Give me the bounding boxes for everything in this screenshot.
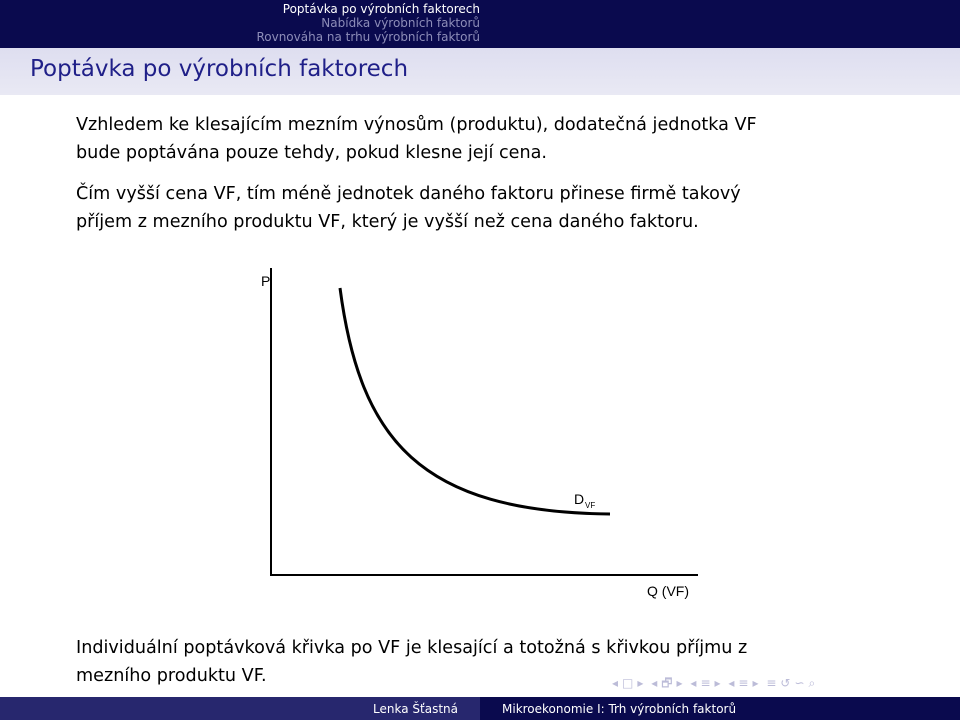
section-link-equilibrium[interactable]: Rovnováha na trhu výrobních faktorů: [256, 30, 480, 44]
section-link-supply[interactable]: Nabídka výrobních faktorů: [321, 16, 480, 30]
nav-subsection-icon[interactable]: 🗗: [661, 676, 673, 690]
y-axis-label: P: [261, 273, 271, 289]
footer-title: [480, 697, 960, 720]
x-axis-label: Q (VF): [647, 583, 689, 599]
nav-outline-icon[interactable]: ≡: [766, 676, 777, 690]
paragraph-line: mezního produktu VF.: [76, 666, 267, 686]
beamer-navigation: [612, 674, 942, 694]
curve-label-subscript: VF: [585, 501, 596, 510]
footer-author-text: Lenka Šťastná: [373, 701, 458, 716]
footline: [0, 697, 960, 720]
footer-title-text: Mikroekonomie I: Trh výrobních faktorů: [502, 701, 737, 716]
nav-next-icon[interactable]: ▸: [714, 676, 721, 690]
curve-label: D: [574, 491, 585, 507]
footer-author: [0, 697, 480, 720]
nav-next-icon[interactable]: ▸: [676, 676, 683, 690]
nav-prev-icon[interactable]: ◂: [728, 676, 735, 690]
nav-fit-icon[interactable]: ∽: [794, 676, 805, 690]
nav-prev-icon[interactable]: ◂: [690, 676, 697, 690]
nav-frame-icon[interactable]: □: [622, 676, 634, 690]
section-link-demand[interactable]: Poptávka po výrobních faktorech: [282, 2, 480, 16]
paragraph-line: bude poptávána pouze tehdy, pokud klesne její cena.: [76, 143, 548, 163]
nav-section-icon[interactable]: ≡: [700, 676, 711, 690]
frame-title: Poptávka po výrobních faktorech: [30, 56, 409, 82]
nav-prev-icon[interactable]: ◂: [612, 676, 619, 690]
paragraph-line: Individuální poptávková křivka po VF je klesající a totožná s křivkou příjmu z: [76, 638, 748, 658]
nav-back-icon[interactable]: ↺: [780, 676, 791, 690]
nav-document-icon[interactable]: ≡: [738, 676, 749, 690]
paragraph-line: Vzhledem ke klesajícím mezním výnosům (produktu), dodatečná jednotka VF: [76, 115, 757, 135]
nav-prev-icon[interactable]: ◂: [651, 676, 658, 690]
nav-next-icon[interactable]: ▸: [637, 676, 644, 690]
nav-search-icon[interactable]: ⌕: [808, 676, 816, 690]
paragraph-line: Čím vyšší cena VF, tím méně jednotek daného faktoru přinese firmě takový: [76, 184, 741, 204]
nav-next-icon[interactable]: ▸: [752, 676, 759, 690]
demand-curve: [340, 288, 610, 514]
paragraph-line: příjem z mezního produktu VF, který je vyšší než cena daného faktoru.: [76, 212, 699, 232]
